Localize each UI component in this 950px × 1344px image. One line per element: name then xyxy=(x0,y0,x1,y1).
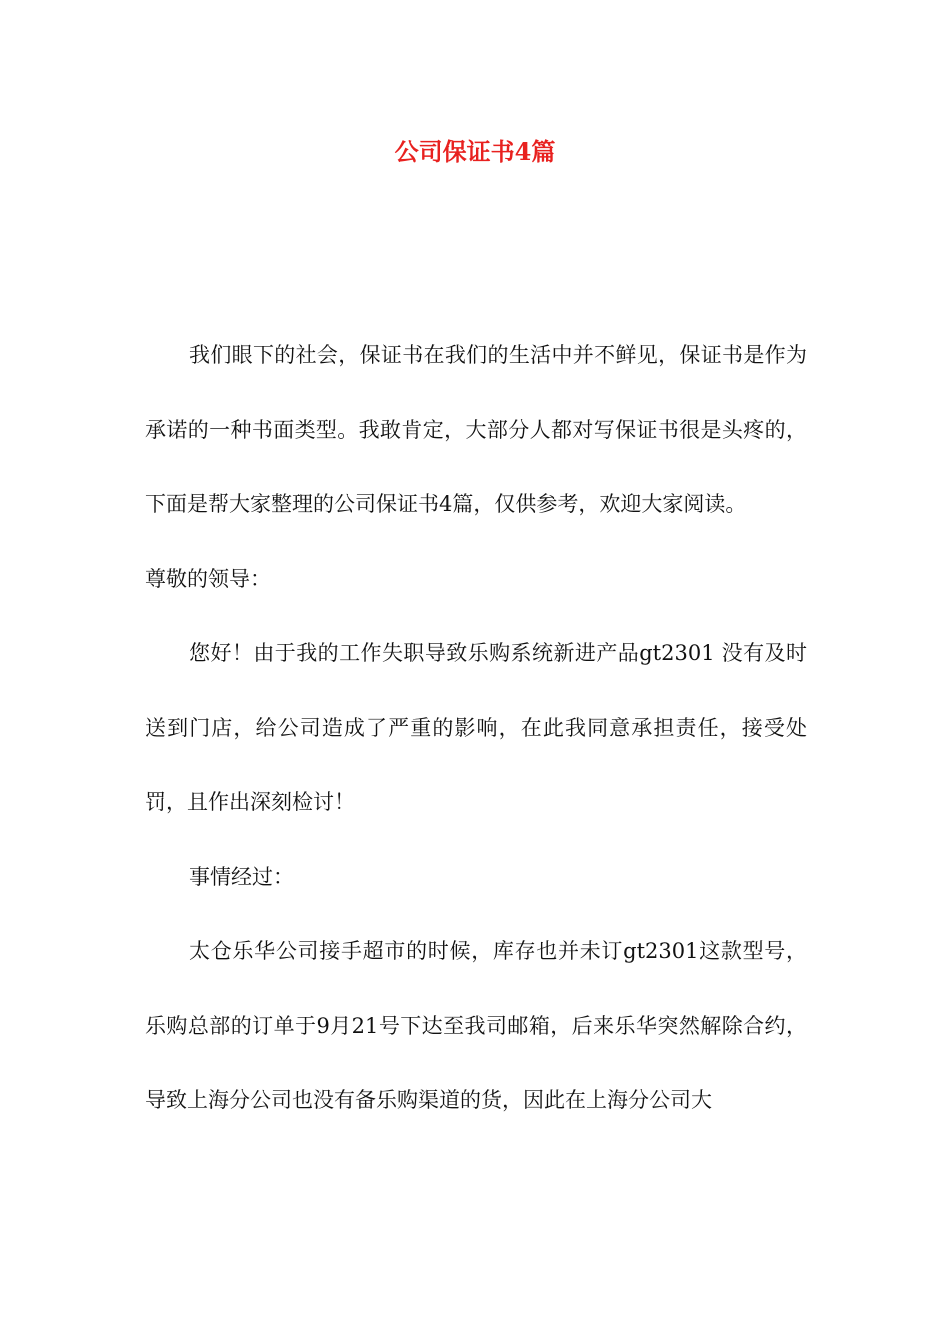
document-title: 公司保证书4篇 xyxy=(394,137,556,166)
paragraph-apology: 您好！由于我的工作失职导致乐购系统新进产品gt2301 没有及时送到门店，给公司造成了严重的影响，在此我同意承担责任，接受处罚，且作出深刻检讨！ xyxy=(145,641,807,814)
paragraph-intro: 我们眼下的社会，保证书在我们的生活中并不鲜见，保证书是作为承诺的一种书面类型。我敢肯定，大部分人都对写保证书很是头疼的，下面是帮大家整理的公司保证书4篇，仅供参考，欢迎大家阅读。 xyxy=(145,343,807,516)
paragraph-section-heading: 事情经过： xyxy=(189,864,294,889)
paragraph-salutation: 尊敬的领导： xyxy=(145,566,271,591)
document-body xyxy=(145,318,807,1138)
paragraph-details: 太仓乐华公司接手超市的时候，库存也并未订gt2301这款型号，乐购总部的订单于9月21号下达至我司邮箱，后来乐华突然解除合约，导致上海分公司也没有备乐购渠道的货，因此在上海分公司大 xyxy=(145,939,807,1112)
